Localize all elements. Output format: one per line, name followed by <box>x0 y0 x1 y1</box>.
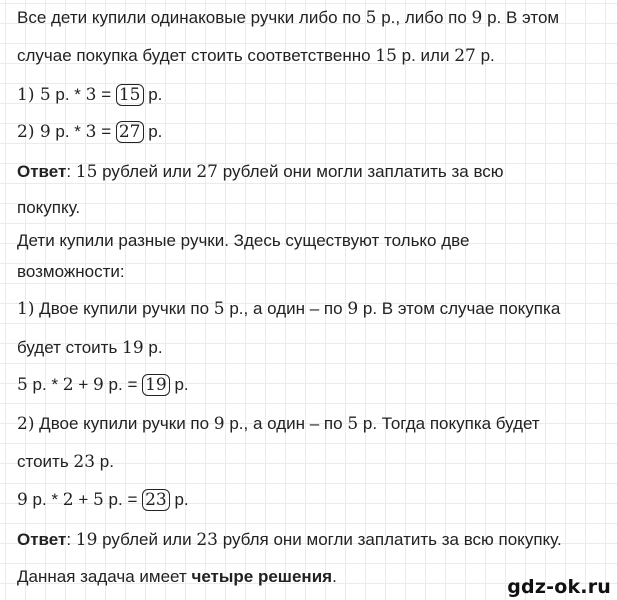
text: р. * <box>50 122 86 141</box>
text: р. = <box>103 490 143 509</box>
boxed-result: 27 <box>116 121 144 143</box>
number: 2 <box>62 490 74 510</box>
text: стоить <box>17 452 74 471</box>
text: : <box>66 162 76 181</box>
text: р., а один – по <box>224 414 348 433</box>
number: 3 <box>85 85 97 105</box>
text: р. <box>143 338 163 357</box>
text-line-1 <box>17 7 559 29</box>
text: случае покупка будет стоить соответственно <box>17 46 376 65</box>
text: рублей или <box>97 530 197 549</box>
number: 19 <box>122 338 144 358</box>
answer-1 <box>17 161 504 183</box>
answer-label: Ответ <box>17 530 67 549</box>
calc-line-1 <box>17 84 162 106</box>
intro-line-1: Дети купили разные ручки. Здесь существуют только две <box>17 231 470 250</box>
number: 27 <box>454 46 476 66</box>
number: 23 <box>73 452 96 472</box>
text: рубля они могли заплатить за всю покупку. <box>217 530 562 549</box>
text: р. В этом <box>482 8 560 27</box>
text: р. <box>143 85 163 104</box>
number: 9 <box>34 122 51 142</box>
text: = <box>96 85 116 104</box>
case-2 <box>17 413 540 435</box>
text: р. <box>475 46 495 65</box>
boxed-result: 23 <box>142 489 170 511</box>
text: р. <box>143 122 163 141</box>
answer-label: Ответ <box>17 162 67 181</box>
item-number: 2) <box>17 122 35 142</box>
number: 5 <box>93 490 104 510</box>
text: : <box>66 530 76 549</box>
answer-1-cont: покупку. <box>17 198 81 217</box>
case-2-cont <box>17 451 114 473</box>
text: р. * <box>50 85 86 104</box>
text: Все дети купили одинаковые ручки либо по <box>17 8 366 27</box>
boxed-result: 15 <box>116 84 144 106</box>
text: . <box>332 567 337 586</box>
conclusion <box>17 566 337 588</box>
text: р. <box>169 375 189 394</box>
number: 5 <box>213 299 225 319</box>
text: р. <box>95 452 114 471</box>
number: 9 <box>213 414 225 434</box>
number: 5 <box>347 414 359 434</box>
text: р., либо по <box>376 8 472 27</box>
text-line-2 <box>17 45 495 67</box>
number: 5 <box>17 375 28 395</box>
text: р. В этом случае покупка <box>358 299 561 318</box>
text: р. или <box>396 46 455 65</box>
case-1 <box>17 298 560 320</box>
number: 15 <box>75 162 98 182</box>
text: = <box>96 122 116 141</box>
intro-line-2: возможности: <box>17 262 125 281</box>
text: Двое купили ручки по <box>34 299 214 318</box>
text: р. * <box>27 490 63 509</box>
number: 9 <box>471 8 483 28</box>
number: 2 <box>62 375 74 395</box>
site-watermark: gdz-ok.ru <box>507 576 611 598</box>
answer-2 <box>17 529 562 551</box>
text: + <box>73 490 93 509</box>
text: + <box>73 375 93 394</box>
number: 9 <box>17 490 28 510</box>
number: 5 <box>34 85 51 105</box>
text: рублей или <box>97 162 197 181</box>
case-1-calc <box>17 374 189 396</box>
text: р. Тогда покупка будет <box>358 414 540 433</box>
text: рублей они могли заплатить за всю <box>217 162 504 181</box>
number: 9 <box>93 375 104 395</box>
number: 3 <box>85 122 97 142</box>
number: 9 <box>347 299 359 319</box>
number: 15 <box>375 46 397 66</box>
text: Двое купили ручки по <box>34 414 214 433</box>
number: 23 <box>196 530 218 550</box>
item-number: 1) <box>17 299 35 319</box>
item-number: 1) <box>17 85 35 105</box>
number: 19 <box>75 530 98 550</box>
text: р., а один – по <box>224 299 348 318</box>
text: р. * <box>27 375 63 394</box>
case-1-cont <box>17 337 163 359</box>
number: 5 <box>365 8 377 28</box>
number: 27 <box>196 162 218 182</box>
case-2-calc <box>17 489 189 511</box>
calc-line-2 <box>17 121 162 143</box>
boxed-result: 19 <box>142 374 170 396</box>
emphasis: четыре решения <box>191 567 333 586</box>
text: Данная задача имеет <box>17 567 192 586</box>
text: р. = <box>103 375 143 394</box>
text: будет стоить <box>17 338 123 357</box>
item-number: 2) <box>17 414 35 434</box>
text: р. <box>169 490 189 509</box>
